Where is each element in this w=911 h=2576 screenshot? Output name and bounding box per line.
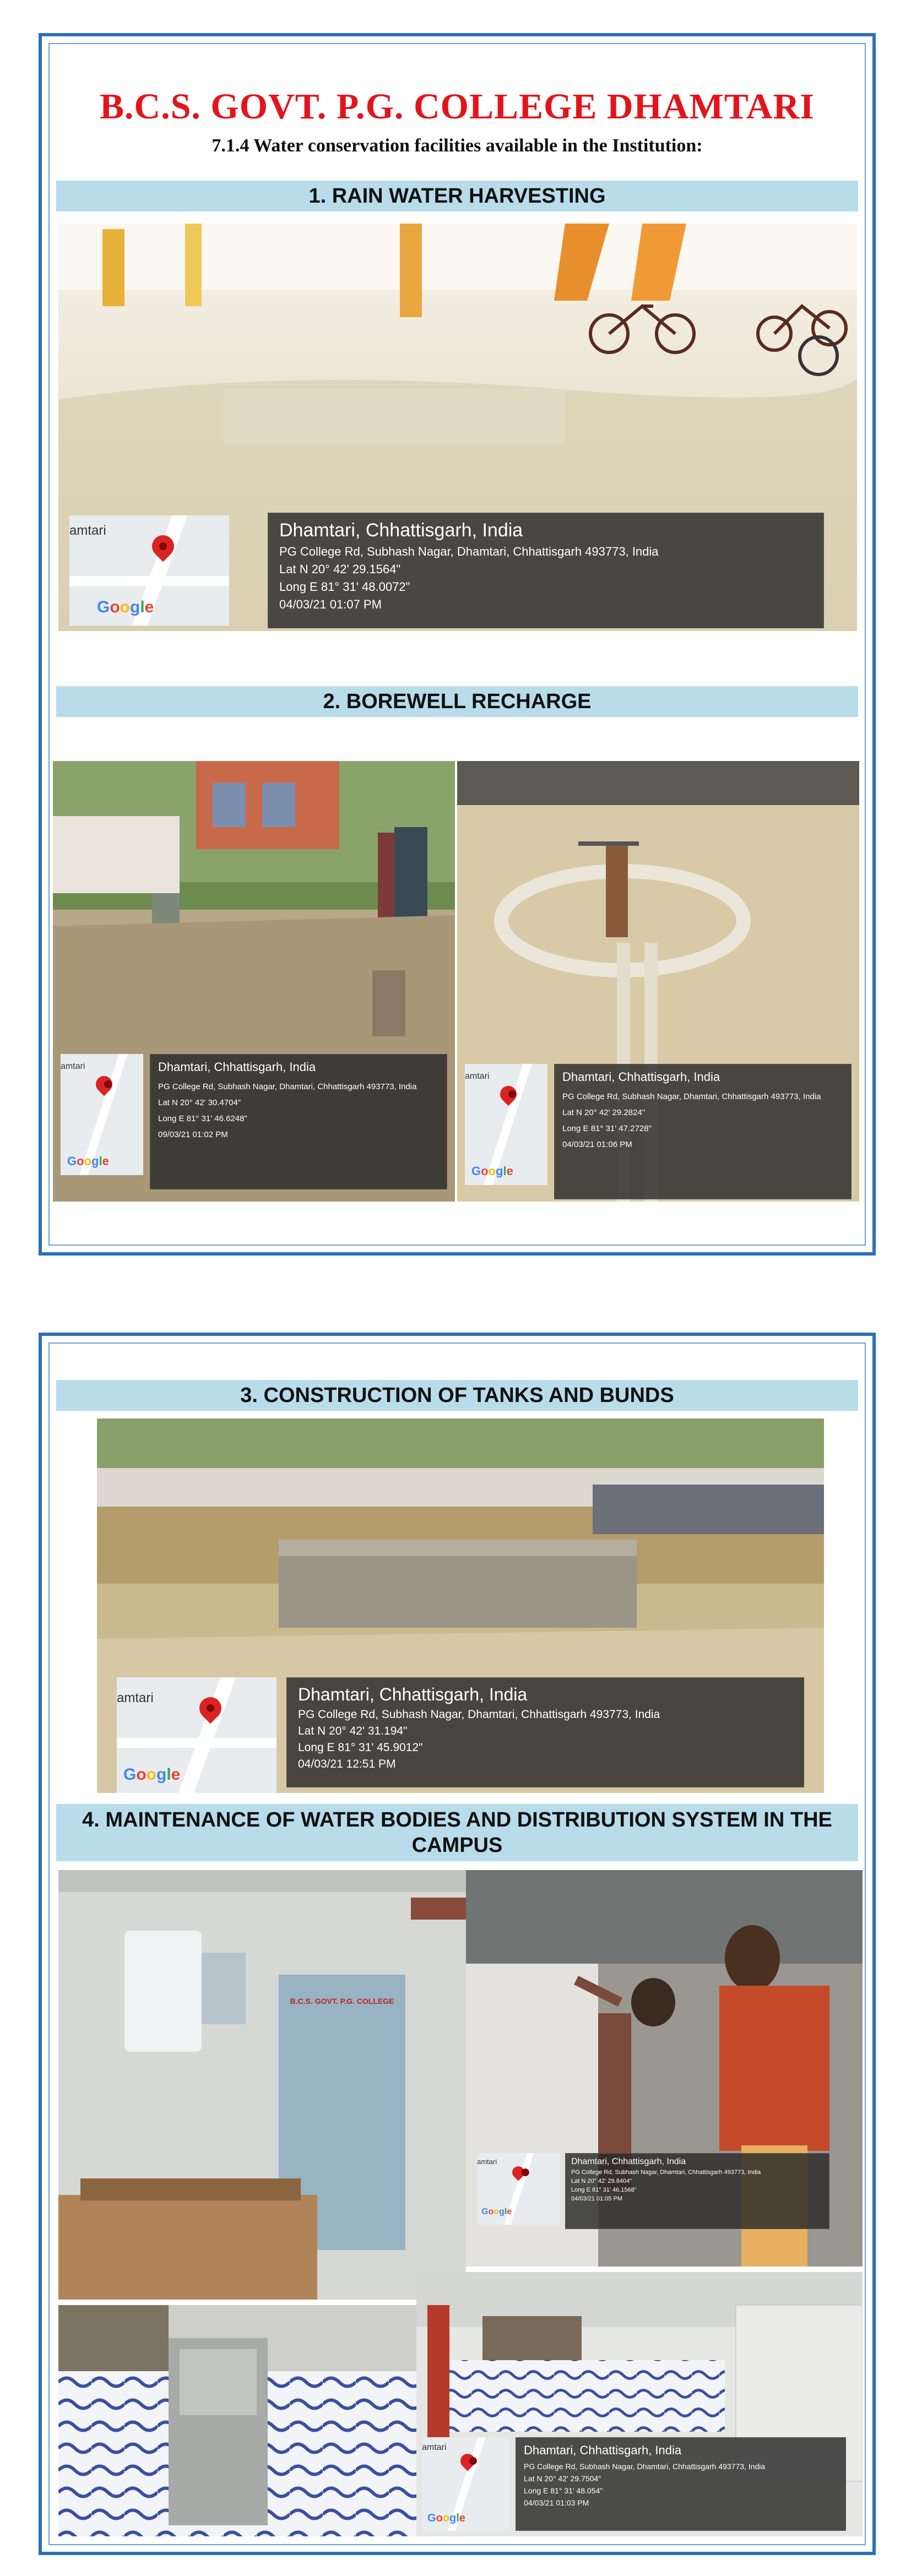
location-map-thumbnail <box>422 2437 510 2531</box>
geotag-overlay <box>554 1064 852 1199</box>
geotag-longitude: Long E 81° 31' 48.054" <box>524 2486 603 2495</box>
google-logo: Google <box>471 1164 513 1178</box>
college-title: B.C.S. GOVT. P.G. COLLEGE DHAMTARI <box>100 86 815 127</box>
geotag-timestamp: 09/03/21 01:02 PM <box>158 1130 228 1139</box>
geotag-address: PG College Rd, Subhash Nagar, Dhamtari, Chhattisgarh 493773, India <box>562 1092 821 1101</box>
map-place-label: amtari <box>465 1072 490 1081</box>
document-page-1 <box>39 33 876 1256</box>
geotag-latitude: Lat N 20° 42' 29.2824" <box>562 1108 646 1117</box>
geotag-longitude: Long E 81° 31' 48.0072" <box>279 580 410 594</box>
geotag-city: Dhamtari, Chhattisgarh, India <box>524 2443 682 2457</box>
rain-water-harvesting-photo <box>58 224 857 631</box>
geotag-address: PG College Rd, Subhash Nagar, Dhamtari, Chhattisgarh 493773, India <box>298 1708 660 1721</box>
document-page-2 <box>39 1333 876 2555</box>
section-heading-tanks-and-bunds: 3. CONSTRUCTION OF TANKS AND BUNDS <box>56 1380 858 1411</box>
section-heading-borewell-recharge: 2. BOREWELL RECHARGE <box>56 686 858 717</box>
geotag-address: PG College Rd, Subhash Nagar, Dhamtari, Chhattisgarh 493773, India <box>571 2169 761 2176</box>
cooler-room-photo <box>416 2272 863 2536</box>
map-place-label: amtari <box>422 2443 447 2452</box>
geotag-address: PG College Rd, Subhash Nagar, Dhamtari, Chhattisgarh 493773, India <box>158 1082 417 1091</box>
water-cooler-label: B.C.S. GOVT. P.G. COLLEGE <box>290 1997 394 2006</box>
geotag-timestamp: 04/03/21 01:05 PM <box>571 2195 622 2202</box>
location-map-thumbnail <box>117 1677 276 1793</box>
google-logo: Google <box>97 598 154 616</box>
geotag-longitude: Long E 81° 31' 46.6248" <box>158 1114 247 1123</box>
section-heading-maintenance-water-bodies: 4. MAINTENANCE OF WATER BODIES AND DISTRIBUTION SYSTEM IN THE CAMPUS <box>56 1804 858 1861</box>
geotag-timestamp: 04/03/21 01:03 PM <box>524 2498 589 2507</box>
geotag-overlay <box>516 2437 846 2531</box>
geotag-city: Dhamtari, Chhattisgarh, India <box>562 1070 720 1084</box>
geotag-longitude: Long E 81° 31' 46.1568" <box>571 2187 637 2193</box>
geotag-city: Dhamtari, Chhattisgarh, India <box>298 1684 528 1704</box>
geotag-latitude: Lat N 20° 42' 29.7504" <box>524 2474 601 2483</box>
geotag-city: Dhamtari, Chhattisgarh, India <box>279 520 523 541</box>
google-logo: Google <box>67 1154 109 1168</box>
geotag-latitude: Lat N 20° 42' 30.4704" <box>158 1098 241 1107</box>
geotag-city: Dhamtari, Chhattisgarh, India <box>158 1060 316 1074</box>
map-place-label: amtari <box>61 1062 85 1071</box>
google-logo: Google <box>123 1765 181 1784</box>
geotag-address: PG College Rd, Subhash Nagar, Dhamtari, Chhattisgarh 493773, India <box>524 2462 766 2471</box>
map-place-label: amtari <box>69 523 106 538</box>
geotag-overlay <box>565 2153 829 2229</box>
location-map-thumbnail <box>61 1054 143 1175</box>
geotag-timestamp: 04/03/21 01:06 PM <box>562 1140 632 1149</box>
geotag-city: Dhamtari, Chhattisgarh, India <box>571 2157 686 2166</box>
geotag-overlay <box>286 1677 804 1787</box>
map-place-label: amtari <box>477 2157 497 2166</box>
tanks-and-bunds-photo <box>97 1419 824 1793</box>
geotag-overlay <box>268 513 824 628</box>
google-logo: Google <box>427 2512 465 2524</box>
borewell-recharge-photo-right <box>457 761 859 1202</box>
map-place-label: amtari <box>117 1691 154 1705</box>
geotag-address: PG College Rd, Subhash Nagar, Dhamtari, Chhattisgarh 493773, India <box>279 545 659 558</box>
geotag-longitude: Long E 81° 31' 45.9012" <box>298 1741 423 1754</box>
location-map-thumbnail <box>477 2153 560 2225</box>
geotag-timestamp: 04/03/21 12:51 PM <box>298 1758 396 1770</box>
hand-pump-photo <box>466 1870 863 2267</box>
section-heading-rain-water-harvesting: 1. RAIN WATER HARVESTING <box>56 181 858 211</box>
geotag-overlay <box>150 1054 447 1189</box>
geotag-timestamp: 04/03/21 01:07 PM <box>279 597 382 611</box>
borewell-recharge-photo-left <box>53 761 455 1202</box>
location-map-thumbnail <box>465 1064 547 1185</box>
water-purifier-cooler-photo <box>58 1870 466 2300</box>
geotag-longitude: Long E 81° 31' 47.2728" <box>562 1124 652 1133</box>
geotag-latitude: Lat N 20° 42' 29.1564" <box>279 562 401 576</box>
steel-water-cooler-photo <box>58 2305 416 2536</box>
location-map-thumbnail <box>69 515 229 626</box>
criterion-subtitle: 7.1.4 Water conservation facilities available in the Institution: <box>212 135 703 156</box>
geotag-latitude: Lat N 20° 42' 31.194" <box>298 1725 408 1737</box>
geotag-latitude: Lat N 20° 42' 29.8404" <box>571 2178 632 2184</box>
google-logo: Google <box>481 2207 512 2216</box>
